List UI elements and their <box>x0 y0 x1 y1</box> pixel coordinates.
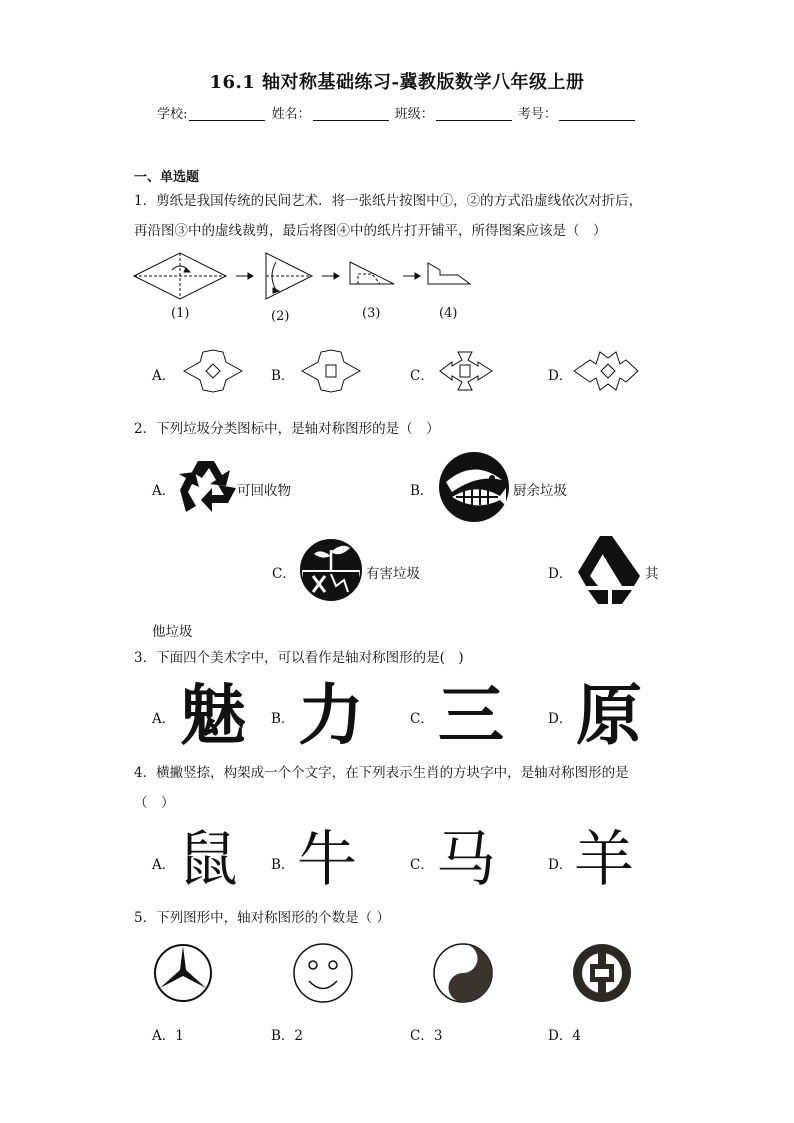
q5-option-b[interactable]: B．2 <box>271 1028 304 1044</box>
yin-yang-icon <box>434 944 492 1002</box>
q3-option-d[interactable]: D． <box>548 711 573 727</box>
q4-text-line2: （ ） <box>134 795 175 811</box>
q3-char-c: 三 <box>438 677 504 754</box>
q1-text-line1: 1．剪纸是我国传统的民间艺术．将一张纸片按图中①，②的方式沿虚线依次对折后， <box>134 193 643 209</box>
section-heading: 一、单选题 <box>134 170 200 185</box>
q2-option-d[interactable]: D． <box>548 566 573 582</box>
name-label: 姓名： <box>271 107 311 122</box>
bank-coin-icon <box>573 944 631 1002</box>
q1-option-c[interactable]: C． <box>410 368 434 384</box>
q4-option-a[interactable]: A． <box>152 857 176 873</box>
q1-option-a[interactable]: A． <box>152 368 176 384</box>
q2-text: 2．下列垃圾分类图标中，是轴对称图形的是（ ） <box>134 421 440 437</box>
q2-option-c[interactable]: C． <box>272 566 296 582</box>
step-label-4: (4) <box>439 306 458 321</box>
q2-option-a[interactable]: A． <box>152 483 176 499</box>
q2-caption-a: 可回收物 <box>237 483 291 499</box>
smiley-face-icon <box>294 944 352 1002</box>
q4-text-line1: 4．横撇竖捺，构架成一个个文字，在下列表示生肖的方块字中，是轴对称图形的是 <box>134 765 629 781</box>
q4-char-a: 鼠 <box>178 825 238 895</box>
q5-text: 5．下列图形中，轴对称图形的个数是（ ） <box>134 910 390 926</box>
q1-option-b[interactable]: B． <box>271 368 295 384</box>
q4-option-d[interactable]: D． <box>548 857 573 873</box>
q1-option-d[interactable]: D． <box>548 368 573 384</box>
q5-option-c[interactable]: C．3 <box>410 1028 443 1044</box>
q3-char-a: 魅 <box>180 677 246 754</box>
page-title: 16.1 轴对称基础练习-冀教版数学八年级上册 <box>209 72 585 93</box>
q3-option-c[interactable]: C． <box>410 711 434 727</box>
q2-option-b[interactable]: B． <box>410 483 434 499</box>
q5-option-d[interactable]: D．4 <box>548 1028 581 1044</box>
q4-char-c: 马 <box>436 825 496 895</box>
exam-no-label: 考号： <box>517 107 557 122</box>
class-label: 班级： <box>394 107 434 122</box>
q1-text-line2: 再沿图③中的虚线裁剪，最后将图④中的纸片打开铺平，所得图案应该是（ ） <box>134 223 607 239</box>
q4-char-d: 羊 <box>574 825 634 895</box>
q4-char-b: 牛 <box>297 825 357 895</box>
q2-caption-d-wrap: 他垃圾 <box>152 624 193 640</box>
q3-option-b[interactable]: B． <box>271 711 295 727</box>
step-label-1: (1) <box>171 306 190 321</box>
q4-option-c[interactable]: C． <box>410 857 434 873</box>
q3-char-d: 原 <box>576 677 642 754</box>
school-label: 学校: <box>157 107 188 122</box>
three-point-star-icon <box>155 945 211 1001</box>
q2-caption-d: 其 <box>645 566 659 582</box>
q5-option-a[interactable]: A．1 <box>152 1028 184 1044</box>
step-label-3: (3) <box>362 306 381 321</box>
q2-caption-b: 厨余垃圾 <box>513 483 567 499</box>
q2-caption-c: 有害垃圾 <box>366 566 420 582</box>
step-label-2: (2) <box>271 309 290 324</box>
q4-option-b[interactable]: B． <box>271 857 295 873</box>
q3-text: 3．下面四个美术字中，可以看作是轴对称图形的是( ) <box>134 650 464 666</box>
q3-char-b: 力 <box>298 677 364 754</box>
q3-option-a[interactable]: A． <box>152 711 176 727</box>
